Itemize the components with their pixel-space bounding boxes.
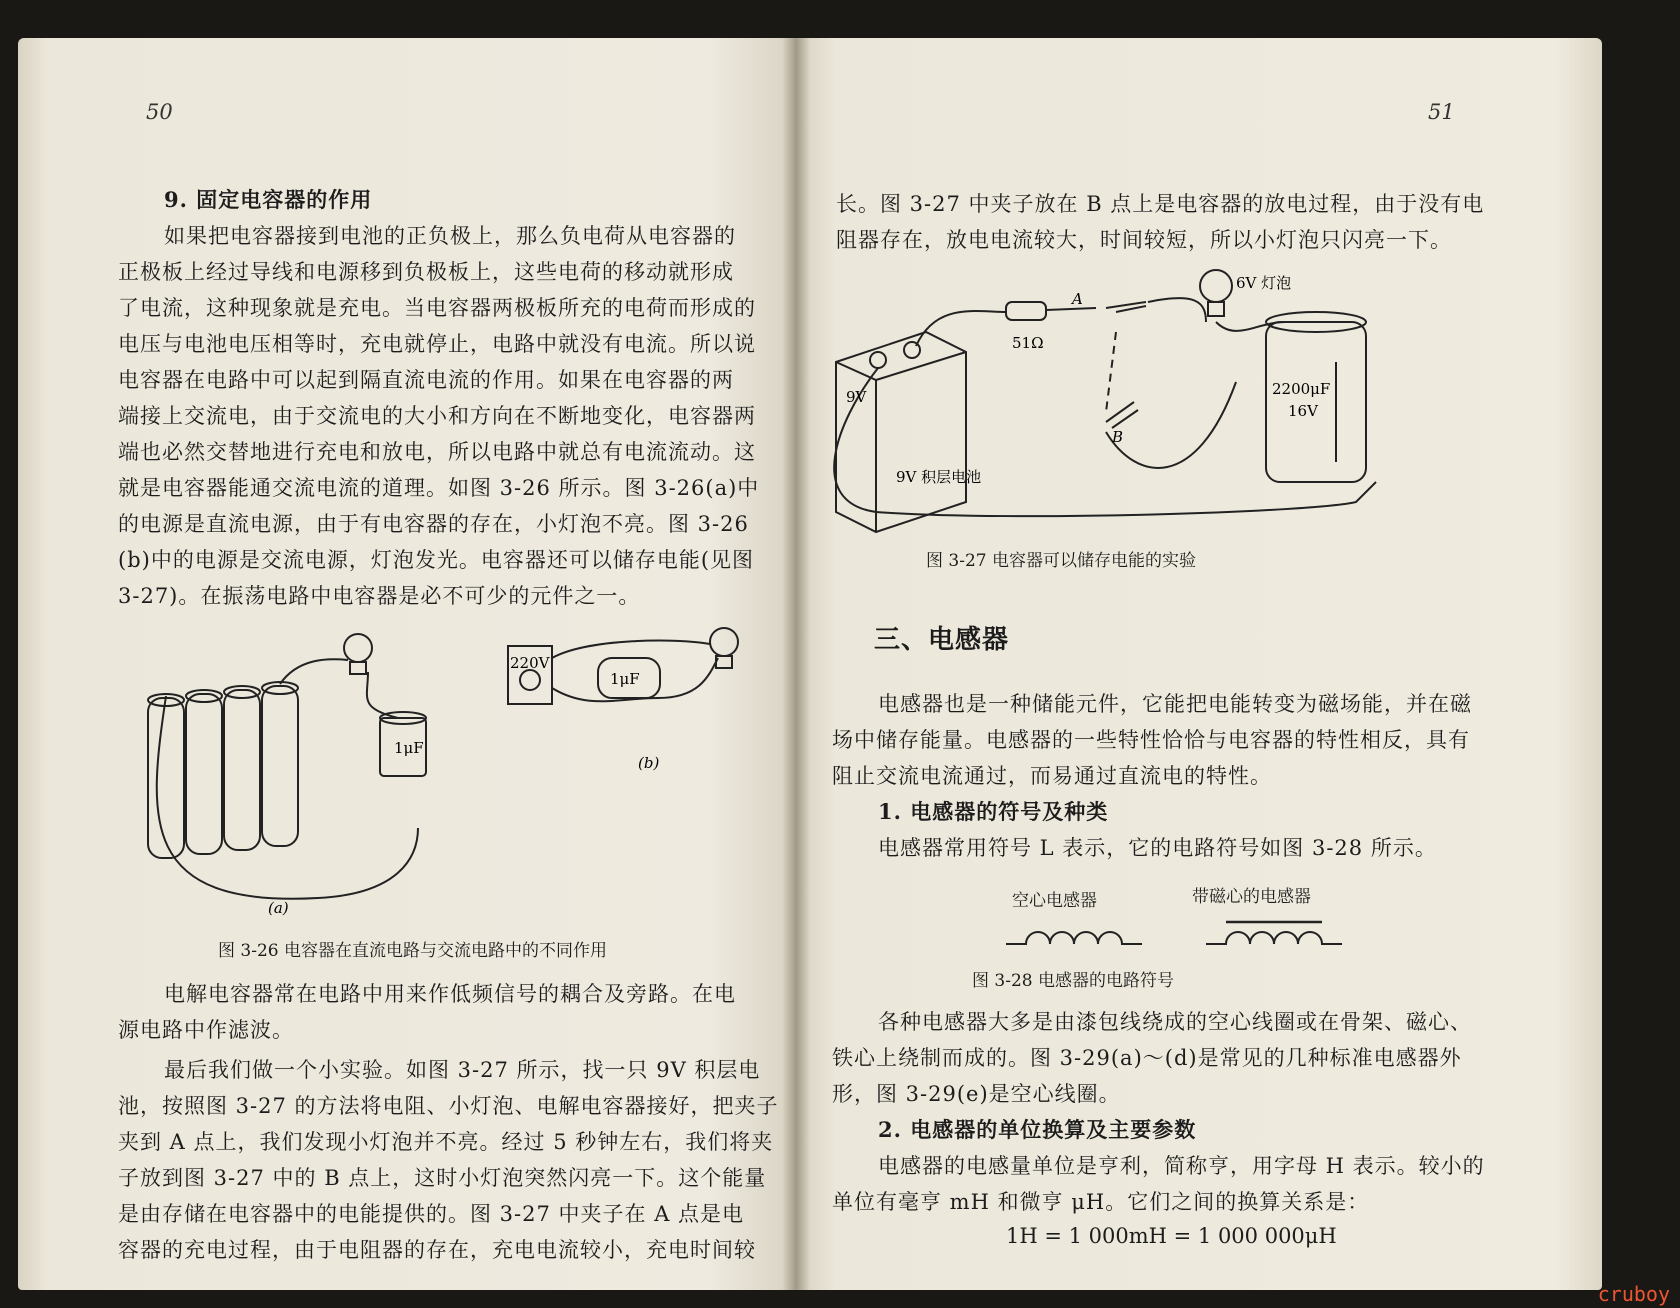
text-line: 了电流，这种现象就是充电。当电容器两极板所充的电荷而形成的 <box>118 296 756 320</box>
bulb-icon <box>1200 270 1232 302</box>
chapter-title: 三、电感器 <box>874 625 1010 655</box>
battery-9v-icon <box>836 332 966 532</box>
clip-b <box>1106 402 1138 428</box>
figure-3-26 <box>118 618 778 918</box>
subsection-title: 2. 电感器的单位换算及主要参数 <box>878 1117 1197 1142</box>
text-line: 场中储存能量。电感器的一些特性恰恰与电容器的特性相反，具有 <box>832 728 1470 752</box>
text-line: 正极板上经过导线和电源移到负极板上，这些电荷的移动就形成 <box>118 260 734 284</box>
battery-cell <box>224 690 260 850</box>
figure-caption: 图 3-28 电感器的电路符号 <box>972 971 1174 991</box>
lamp-label: 6V 灯泡 <box>1236 274 1292 292</box>
figure-caption: 图 3-27 电容器可以储存电能的实验 <box>926 551 1196 571</box>
fig-label-a: (a) <box>268 899 289 917</box>
fig-label-b: (b) <box>638 754 660 772</box>
cap-volt-label: 16V <box>1288 402 1318 420</box>
text-line: 源电路中作滤波。 <box>118 1018 294 1042</box>
air-core-label: 空心电感器 <box>1012 891 1097 911</box>
subsection-title: 1. 电感器的符号及种类 <box>878 799 1109 824</box>
text-line: 电压与电池电压相等时，充电就停止，电路中就没有电流。所以说 <box>118 332 756 356</box>
left-page <box>18 38 796 1290</box>
wire <box>916 311 1006 346</box>
text-line: 就是电容器能通交流电流的道理。如图 3-26 所示。图 3-26(a)中 <box>118 476 760 500</box>
text-line: 电感器常用符号 L 表示，它的电路符号如图 3-28 所示。 <box>878 836 1437 860</box>
battery-volt-label: 9V <box>846 388 867 406</box>
text-line: 端接上交流电，由于交流电的大小和方向在不断地变化，电容器两 <box>118 404 756 428</box>
wire <box>552 641 710 658</box>
book-gutter <box>782 38 810 1290</box>
cap-value-label: 2200μF <box>1272 380 1331 398</box>
text-line: 最后我们做一个小实验。如图 3-27 所示，找一只 9V 积层电 <box>164 1058 761 1082</box>
text-line: 各种电感器大多是由漆包线绕成的空心线圈或在骨架、磁心、 <box>878 1010 1472 1034</box>
text-line: 铁心上绕制而成的。图 3-29(a)～(d)是常见的几种标准电感器外 <box>832 1046 1462 1070</box>
wire <box>367 672 398 718</box>
battery-cell <box>186 694 222 854</box>
battery-label: 9V 积层电池 <box>896 468 982 486</box>
text-line: 电容器在电路中可以起到隔直流电流的作用。如果在电容器的两 <box>118 368 734 392</box>
wire <box>1106 382 1236 468</box>
text-line: 夹到 A 点上，我们发现小灯泡并不亮。经过 5 秒钟左右，我们将夹 <box>118 1130 774 1154</box>
cap-b-label: 1μF <box>610 670 640 688</box>
text-line: 电感器也是一种储能元件，它能把电能转变为磁场能，并在磁 <box>878 692 1472 716</box>
right-page <box>796 38 1602 1290</box>
bulb-icon <box>344 634 372 662</box>
text-line: 阻止交流电流通过，而易通过直流电的特性。 <box>832 764 1272 788</box>
resistor-label: 51Ω <box>1012 334 1044 352</box>
point-b-label: B <box>1112 428 1124 446</box>
text-line: 电解电容器常在电路中用来作低频信号的耦合及旁路。在电 <box>164 982 736 1006</box>
text-line: 子放到图 3-27 中的 B 点上，这时小灯泡突然闪亮一下。这个能量 <box>118 1166 767 1190</box>
air-core-inductor-icon <box>1006 932 1142 944</box>
figure-3-27 <box>816 262 1596 562</box>
text-line: 如果把电容器接到电池的正负极上，那么负电荷从电容器的 <box>164 224 736 248</box>
battery-cell <box>148 698 184 858</box>
section-title: 9. 固定电容器的作用 <box>164 187 373 212</box>
wire <box>1148 298 1206 322</box>
cap-a-label: 1μF <box>394 739 424 757</box>
text-line: (b)中的电源是交流电源，灯泡发光。电容器还可以储存电能(见图 <box>118 548 755 572</box>
text-line: 端也必然交替地进行充电和放电，所以电路中就总有电流流动。这 <box>118 440 756 464</box>
watermark: cruboy <box>1597 1282 1670 1306</box>
page-number: 50 <box>146 100 173 124</box>
mag-core-label: 带磁心的电感器 <box>1192 887 1311 907</box>
wire <box>157 696 418 899</box>
text-line: 单位有毫亨 mH 和微亨 μH。它们之间的换算关系是： <box>832 1190 1370 1214</box>
figure-3-28 <box>996 908 1416 958</box>
wire <box>280 659 348 684</box>
text-line: 电感器的电感量单位是亨利，简称亨，用字母 H 表示。较小的 <box>878 1154 1485 1178</box>
text-line: 是由存储在电容器中的电能提供的。图 3-27 中夹子在 A 点是电 <box>118 1202 745 1226</box>
page-number: 51 <box>1428 100 1455 124</box>
source-label: 220V <box>510 654 550 672</box>
resistor-icon <box>1006 302 1046 320</box>
mag-core-inductor-icon <box>1206 932 1342 944</box>
text-line: 阻器存在，放电电流较大，时间较短，所以小灯泡只闪亮一下。 <box>836 228 1452 252</box>
wire <box>1046 308 1096 310</box>
point-a-label: A <box>1072 290 1083 308</box>
text-line: 的电源是直流电源，由于有电容器的存在，小灯泡不亮。图 3-26 <box>118 512 749 536</box>
battery-cell <box>262 686 298 846</box>
unit-formula: 1H = 1 000mH = 1 000 000μH <box>1006 1224 1337 1248</box>
bulb-icon <box>710 628 738 656</box>
text-line: 形，图 3-29(e)是空心线圈。 <box>832 1082 1121 1106</box>
text-line: 池，按照图 3-27 的方法将电阻、小灯泡、电解电容器接好，把夹子 <box>118 1094 779 1118</box>
text-line: 长。图 3-27 中夹子放在 B 点上是电容器的放电过程，由于没有电 <box>836 192 1485 216</box>
text-line: 3-27)。在振荡电路中电容器是必不可少的元件之一。 <box>118 584 641 608</box>
clip-path <box>1106 332 1116 412</box>
text-line: 容器的充电过程，由于电阻器的存在，充电电流较小，充电时间较 <box>118 1238 756 1262</box>
figure-caption: 图 3-26 电容器在直流电路与交流电路中的不同作用 <box>218 941 607 961</box>
